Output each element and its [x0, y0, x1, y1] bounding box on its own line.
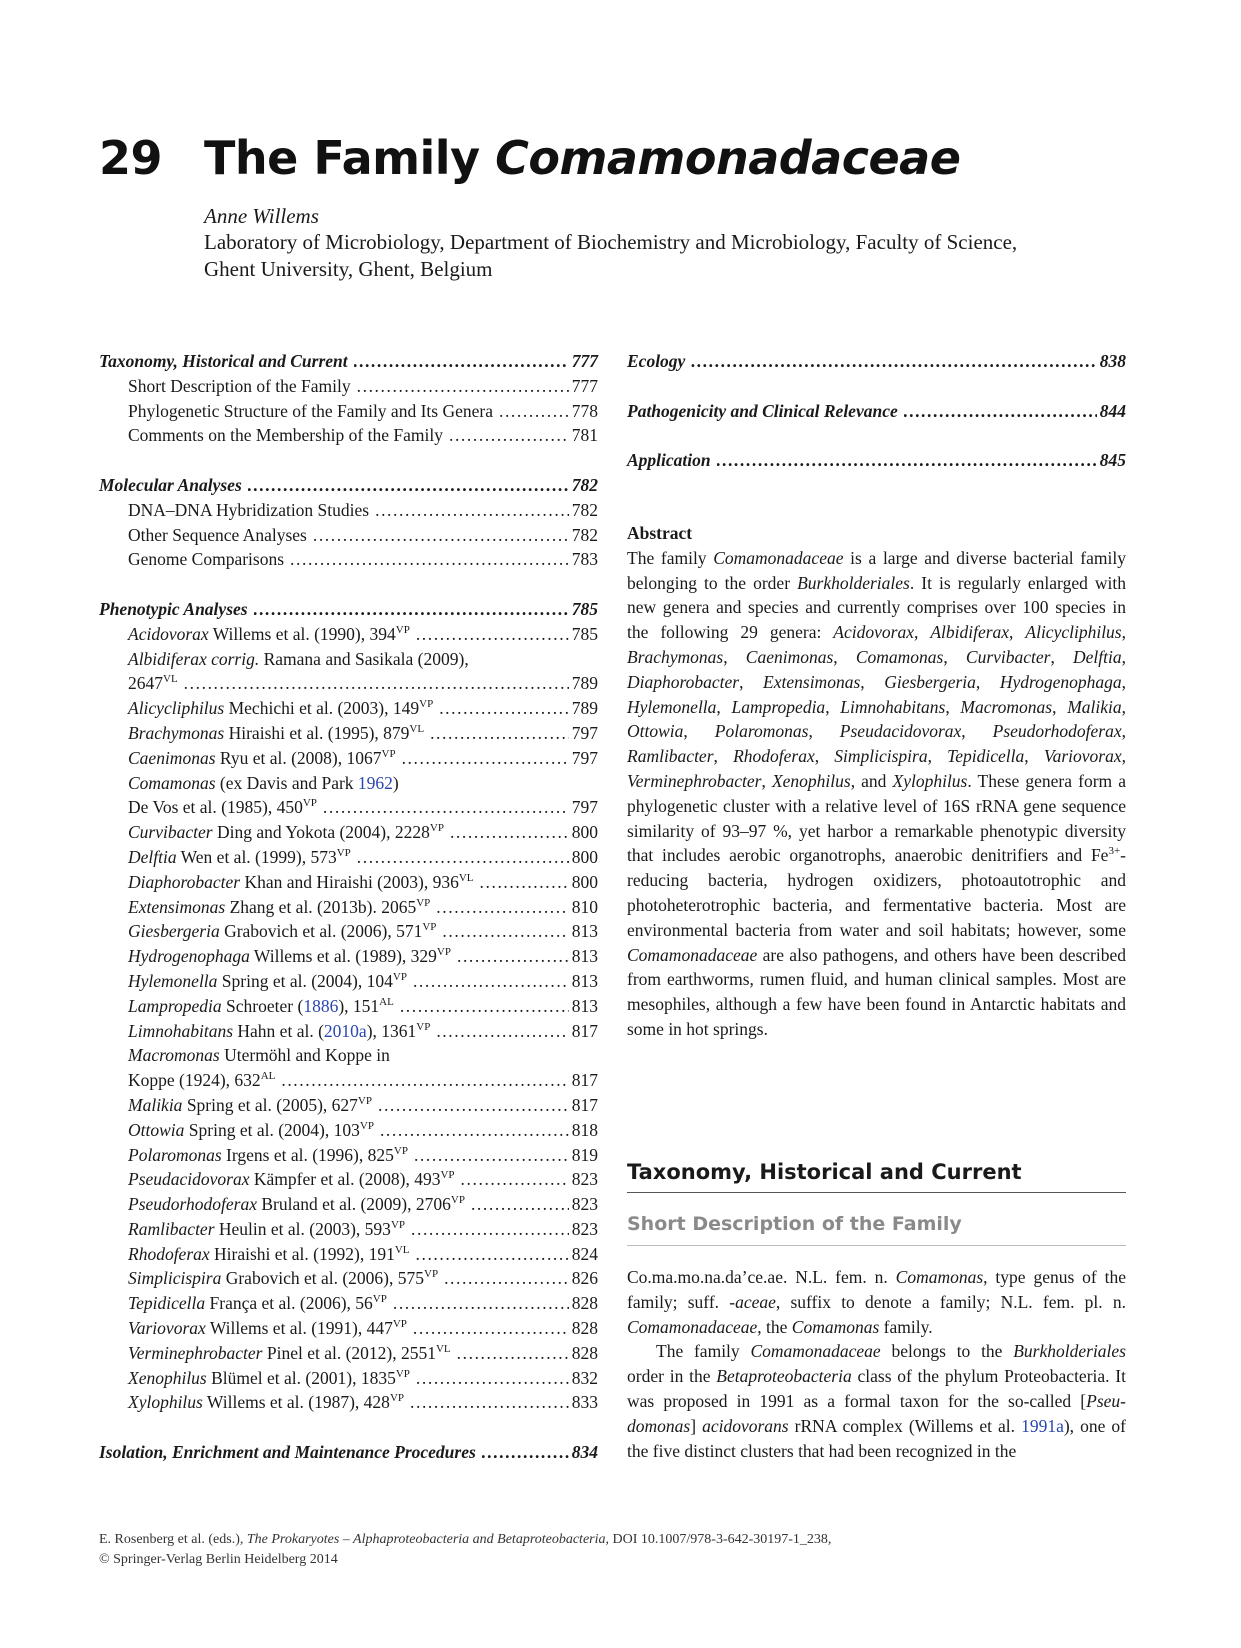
toc-entry-genus[interactable]	[99, 1316, 598, 1341]
toc-entry-genus[interactable]	[99, 1192, 598, 1217]
toc-genus-name: Pseudacidovorax	[128, 1169, 250, 1190]
toc-genus-name: Xenophilus	[128, 1367, 207, 1388]
toc-entry-other-sequence[interactable]: Other Sequence Analyses ..... 782	[99, 523, 598, 548]
toc-entry-genus[interactable]	[99, 1217, 598, 1242]
toc-entry-genus[interactable]	[99, 969, 598, 994]
toc-genus-page: 823	[571, 1218, 598, 1239]
toc-genus-name: Giesbergeria	[128, 921, 220, 942]
toc-genus-superscript: VL	[163, 673, 178, 686]
toc-entry-genus[interactable]	[99, 1341, 598, 1366]
toc-entry-genus[interactable]	[99, 870, 598, 895]
toc-genus-page: 789	[571, 673, 598, 694]
toc-entry-genus[interactable]	[99, 994, 598, 1019]
toc-genus-superscript: VP	[389, 1392, 404, 1405]
toc-genus-superscript: AL	[260, 1070, 276, 1083]
toc-entry-genus[interactable]	[99, 721, 598, 746]
toc-genus-superscript: VP	[416, 1020, 431, 1033]
abstract-heading: Abstract	[627, 523, 693, 543]
affiliation-line-1: Laboratory of Microbiology, Department of Biochemistry and Microbiology, Faculty of Science,	[204, 230, 1018, 254]
toc-genus-name: Lampropedia	[128, 995, 222, 1016]
footer-line-2: © Springer-Verlag Berlin Heidelberg 2014	[99, 1552, 338, 1567]
toc-genus-page: 828	[571, 1342, 598, 1363]
toc-genus-label: Macromonas Utermöhl and Koppe in	[128, 1045, 390, 1066]
toc-entry-application[interactable]: Application ..... 845	[627, 448, 1126, 473]
toc-genus-label: Hydrogenophaga Willems et al. (1989), $329^{VP}$	[128, 946, 451, 967]
toc-genus-name: Tepidicella	[128, 1293, 206, 1314]
toc-genus-label: Hylemonella Spring et al. (2004), $104^{VP}$	[128, 970, 407, 991]
toc-genus-page: 828	[571, 1318, 598, 1339]
toc-genus-label: Simplicispira Grabovich et al. (2006), $575^{VP}$	[128, 1268, 439, 1289]
toc-entry-genus[interactable]	[99, 1093, 598, 1118]
toc-genus-page: 832	[571, 1367, 598, 1388]
toc-left-column	[99, 349, 598, 1465]
toc-genus-superscript: VP	[390, 1218, 405, 1231]
toc-genus-name: Acidovorax	[128, 623, 209, 644]
chapter-title-prefix: The Family	[204, 131, 496, 185]
toc-genus-label: Limnohabitans Hahn et al. (2010a), $1361^{VP}$	[128, 1020, 431, 1041]
toc-entry-genus[interactable]	[99, 895, 598, 920]
toc-entry-short-description[interactable]: Short Description of the Family ..... 777	[99, 374, 598, 399]
toc-genus-page: 817	[571, 1070, 598, 1091]
toc-genus-page: 785	[571, 623, 598, 644]
toc-genus-page: 789	[571, 698, 598, 719]
citation-link[interactable]: 2010a	[323, 1020, 367, 1041]
toc-genus-superscript: VP	[359, 1119, 374, 1132]
toc-genus-name: Alicycliphilus	[128, 698, 225, 719]
paragraph-etymology: Co.ma.mo.na.da’ce.ae. N.L. fem. n. Comamonas, type genus of the family; suff. -aceae, suffix to denote a family; N.L. fem. pl. n. Comamonadaceae, the Comamonas family.	[627, 1267, 1126, 1337]
toc-entry-genus[interactable]	[99, 944, 598, 969]
footer	[99, 1530, 831, 1570]
toc-genus-label: Alicycliphilus Mechichi et al. (2003), $149^{VP}$	[128, 698, 434, 719]
toc-genus-label: Ottowia Spring et al. (2004), $103^{VP}$	[128, 1119, 374, 1140]
toc-genus-superscript: VP	[395, 623, 410, 636]
toc-genus-page: 823	[571, 1194, 598, 1215]
toc-genus-name: Macromonas	[128, 1045, 220, 1066]
toc-genus-name: Ramlibacter	[128, 1218, 215, 1239]
toc-genus-superscript: VP	[429, 822, 444, 835]
toc-genus-name: Limnohabitans	[128, 1020, 234, 1041]
toc-entry-genus[interactable]	[99, 671, 598, 696]
toc-genus-label: Pseudorhodoferax Bruland et al. (2009), $2706^{VP}$	[128, 1194, 465, 1215]
chapter-title-italic: Comamonadaceae	[495, 131, 961, 185]
abstract-text: The family Comamonadaceae is a large and diverse bacterial family belonging to the order Burkholderiales. It is regularly enlarged with new genera and species and currently comprises over 100 species in the following 29 genera: Acidovorax, Albidiferax, Alicycliphilus, Brachymonas, Caenimonas, Comamonas, Curvibacter, Delftia, Diaphorobacter, Extensimonas, Giesbergeria, Hydrogenophaga, Hylemonella, Lampropedia, Limnohabitans, Macromonas, Malikia, Ottowia, Polaromonas, Pseudacidovorax, Pseudorhodoferax, Ramlibacter, Rhodoferax, Simplicispira, Tepidicella, Variovorax, Verminephrobacter, Xenophilus, and Xylophilus. These genera form a phylogenetic cluster with a relative level of 16S rRNA gene sequence similarity of 93–97 %, yet harbor a remarkable phenotypic diversity that includes aerobic organotrophs, anaerobic denitrifiers and $Fe^{3+}$-reducing bacteria, hydrogen oxidizers, photoautotrophic and photoheterotrophic bacteria, and fermentative bacteria. Most are environmental bacteria from water and soil habitats; however, some Comamonadaceae are also pathogens, and others have been described from earthworms, rumen fluid, and human clinical samples. Most are mesophiles, although a few have been found in Antarctic habitats and some in hot springs.	[627, 547, 1127, 1039]
toc-genus-page: 813	[571, 921, 598, 942]
toc-genera-list	[99, 622, 598, 1416]
abstract	[627, 521, 1126, 1042]
toc-genus-label: Giesbergeria Grabovich et al. (2006), $571^{VP}$	[128, 921, 437, 942]
author-name: Anne Willems	[204, 204, 319, 228]
toc-entry-genus[interactable]	[99, 1167, 598, 1192]
toc-genus-label: De Vos et al. (1985), $450^{VP}$	[128, 797, 317, 818]
toc-genus-superscript: VP	[395, 1367, 410, 1380]
toc-genus-page: 800	[571, 822, 598, 843]
toc-entry-genus[interactable]	[99, 1043, 598, 1068]
toc-genus-name: Xylophilus	[128, 1392, 203, 1413]
toc-entry-pathogenicity[interactable]: Pathogenicity and Clinical Relevance ..... 844	[627, 399, 1126, 424]
toc-entry-dna-hybridization[interactable]: DNA–DNA Hybridization Studies ..... 782	[99, 498, 598, 523]
toc-entry-taxonomy[interactable]: Taxonomy, Historical and Current ..... 777	[99, 349, 598, 374]
toc-genus-label: Delftia Wen et al. (1999), $573^{VP}$	[128, 846, 351, 867]
toc-entry-genus[interactable]	[99, 1019, 598, 1044]
toc-genus-superscript: VP	[450, 1194, 465, 1207]
affiliation-line-2: Ghent University, Ghent, Belgium	[204, 257, 493, 281]
toc-genus-page: 813	[571, 946, 598, 967]
toc-genus-superscript: VL	[435, 1342, 451, 1355]
toc-genus-superscript: VP	[393, 1144, 408, 1157]
toc-genus-page: 810	[571, 896, 598, 917]
toc-entry-genus[interactable]	[99, 845, 598, 870]
toc-entry-membership[interactable]: Comments on the Membership of the Family ..... 781	[99, 423, 598, 448]
toc-genus-superscript: VP	[436, 946, 451, 959]
toc-genus-superscript: VP	[422, 921, 437, 934]
toc-genus-name: Simplicispira	[128, 1268, 222, 1289]
toc-genus-page: 818	[571, 1119, 598, 1140]
citation-link[interactable]: 1886	[303, 995, 339, 1016]
paragraph-family-overview: The family Comamonadaceae belongs to the Burkholderiales order in the Betaproteobacteria class of the phylum Proteobacteria. It was proposed in 1991 as a formal taxon for the so-called [Pseudomonas] acidovorans rRNA complex (Willems et al. 1991a), one of the five distinct clusters that had been recognized in the	[627, 1341, 1127, 1461]
toc-genus-name: Delftia	[128, 846, 177, 867]
toc-genus-name: Malikia	[128, 1094, 183, 1115]
toc-genus-label: Extensimonas Zhang et al. (2013b). $2065^{VP}$	[128, 896, 431, 917]
toc-genus-label: Comamonas (ex Davis and Park 1962)	[128, 772, 399, 793]
toc-genus-label: Tepidicella França et al. (2006), $56^{VP}$	[128, 1293, 387, 1314]
toc-genus-superscript: VP	[372, 1293, 387, 1306]
toc-entry-genus[interactable]	[99, 1291, 598, 1316]
toc-genus-page: 828	[571, 1293, 598, 1314]
toc-entry-phylogenetic-structure[interactable]: Phylogenetic Structure of the Family and Its Genera ..... 778	[99, 399, 598, 424]
toc-genus-page: 797	[571, 797, 598, 818]
chapter-title	[204, 128, 960, 188]
toc-genus-superscript: VP	[416, 896, 431, 909]
chapter-number: 29	[99, 131, 163, 185]
toc-genus-superscript: VP	[357, 1094, 372, 1107]
toc-genus-name: Extensimonas	[128, 896, 226, 917]
toc-entry-genus[interactable]	[99, 1143, 598, 1168]
citation-link[interactable]: 1962	[357, 772, 393, 793]
toc-genus-name: Albidiferax corrig.	[128, 648, 260, 669]
toc-genus-name: Polaromonas	[128, 1144, 222, 1165]
toc-entry-genus[interactable]	[99, 795, 598, 820]
toc-entry-genus[interactable]	[99, 647, 598, 672]
toc-genus-label: Malikia Spring et al. (2005), $627^{VP}$	[128, 1094, 372, 1115]
toc-genus-label: Lampropedia Schroeter (1886), $151^{AL}$	[128, 995, 394, 1016]
toc-genus-label: Diaphorobacter Khan and Hiraishi (2003), $936^{VL}$	[128, 871, 474, 892]
toc-genus-name: Hylemonella	[128, 970, 218, 991]
toc-genus-superscript: VP	[392, 970, 407, 983]
toc-entry-genus[interactable]	[99, 622, 598, 647]
toc-entry-genus[interactable]	[99, 820, 598, 845]
toc-entry-genus[interactable]	[99, 1118, 598, 1143]
toc-genus-superscript: VP	[392, 1318, 407, 1331]
toc-genus-page: 797	[571, 722, 598, 743]
toc-genus-superscript: VP	[336, 846, 351, 859]
toc-entry-ecology[interactable]: Ecology ..... 838	[627, 349, 1126, 374]
toc-genus-label: Xenophilus Blümel et al. (2001), $1835^{VP}$	[128, 1367, 410, 1388]
toc-genus-name: Rhodoferax	[128, 1243, 210, 1264]
toc-entry-genus[interactable]	[99, 1366, 598, 1391]
toc-genus-page: 833	[571, 1392, 598, 1413]
toc-genus-superscript: VL	[409, 722, 425, 735]
toc-genus-label: Brachymonas Hiraishi et al. (1995), $879^{VL}$	[128, 722, 425, 743]
toc-genus-name: Brachymonas	[128, 722, 225, 743]
toc-genus-name: Hydrogenophaga	[128, 946, 250, 967]
toc-genus-superscript: VP	[302, 797, 317, 810]
toc-genus-name: Verminephrobacter	[128, 1342, 263, 1363]
toc-genus-name: Diaphorobacter	[128, 871, 241, 892]
toc-genus-page: 817	[571, 1094, 598, 1115]
toc-genus-label: Xylophilus Willems et al. (1987), $428^{VP}$	[128, 1392, 404, 1413]
toc-genus-name: Ottowia	[128, 1119, 185, 1140]
toc-right-column	[627, 349, 1126, 473]
toc-genus-page: 819	[571, 1144, 598, 1165]
toc-genus-page: 826	[571, 1268, 598, 1289]
toc-entry-genus[interactable]	[99, 919, 598, 944]
toc-genus-label: Variovorax Willems et al. (1991), $447^{VP}$	[128, 1318, 407, 1339]
toc-entry-genus[interactable]	[99, 746, 598, 771]
toc-genus-page: 800	[571, 846, 598, 867]
toc-entry-genus[interactable]	[99, 1068, 598, 1093]
footer-line-1: E. Rosenberg et al. (eds.), The Prokaryotes – Alphaproteobacteria and Betaproteobacteria, DOI 10.1007/978-3-642-30197-1_238,	[99, 1532, 832, 1547]
toc-genus-page: 824	[571, 1243, 598, 1264]
toc-genus-name: Pseudorhodoferax	[128, 1194, 257, 1215]
toc-genus-name: Curvibacter	[128, 822, 213, 843]
toc-genus-page: 797	[571, 747, 598, 768]
toc-genus-label: Caenimonas Ryu et al. (2008), $1067^{VP}$	[128, 747, 396, 768]
toc-entry-isolation[interactable]: Isolation, Enrichment and Maintenance Procedures ..... 834	[99, 1440, 598, 1465]
toc-genus-superscript: VP	[419, 698, 434, 711]
toc-genus-name: Caenimonas	[128, 747, 216, 768]
toc-genus-name: Comamonas	[128, 772, 216, 793]
citation-link-1991a[interactable]: 1991a	[1021, 1415, 1064, 1436]
toc-genus-name: Variovorax	[128, 1318, 206, 1339]
toc-genus-page: 800	[571, 871, 598, 892]
toc-genus-label: Pseudacidovorax Kämpfer et al. (2008), $493^{VP}$	[128, 1169, 455, 1190]
toc-entry-genus[interactable]	[99, 1242, 598, 1267]
toc-entry-genus[interactable]	[99, 696, 598, 721]
toc-entry-genome-comparisons[interactable]: Genome Comparisons ..... 783	[99, 547, 598, 572]
toc-genus-superscript: VP	[381, 747, 396, 760]
toc-genus-superscript: VL	[458, 871, 474, 884]
toc-genus-label: Acidovorax Willems et al. (1990), $394^{VP}$	[128, 623, 410, 644]
toc-genus-label: $2647^{VL}$	[128, 673, 178, 694]
toc-genus-label: Koppe (1924), $632^{AL}$	[128, 1070, 276, 1091]
affiliation	[204, 229, 1104, 283]
toc-entry-genus[interactable]	[99, 771, 598, 796]
toc-genus-page: 817	[571, 1020, 598, 1041]
toc-genus-label: Curvibacter Ding and Yokota (2004), $2228^{VP}$	[128, 822, 444, 843]
toc-genus-label: Polaromonas Irgens et al. (1996), $825^{VP}$	[128, 1144, 408, 1165]
toc-genus-superscript: AL	[379, 995, 394, 1008]
toc-entry-phenotypic[interactable]: Phenotypic Analyses ..... 785	[99, 597, 598, 622]
toc-entry-genus[interactable]	[99, 1390, 598, 1415]
toc-entry-genus[interactable]	[99, 1266, 598, 1291]
toc-entry-molecular[interactable]: Molecular Analyses ..... 782	[99, 473, 598, 498]
toc-genus-label: Ramlibacter Heulin et al. (2003), $593^{VP}$	[128, 1218, 405, 1239]
subsection-heading: Short Description of the Family	[627, 1211, 1126, 1246]
toc-genus-superscript: VL	[394, 1243, 410, 1256]
section-heading: Taxonomy, Historical and Current	[627, 1158, 1126, 1193]
toc-genus-label: Rhodoferax Hiraishi et al. (1992), $191^{VL}$	[128, 1243, 410, 1264]
toc-genus-label: Verminephrobacter Pinel et al. (2012), $2551^{VL}$	[128, 1342, 451, 1363]
toc-genus-superscript: VP	[440, 1169, 455, 1182]
toc-genus-page: 813	[571, 970, 598, 991]
toc-genus-page: 813	[571, 995, 598, 1016]
toc-genus-superscript: VP	[424, 1268, 439, 1281]
toc-genus-page: 823	[571, 1169, 598, 1190]
body-text	[627, 1265, 1126, 1463]
toc-genus-label: Albidiferax corrig. Ramana and Sasikala (2009),	[128, 648, 469, 669]
